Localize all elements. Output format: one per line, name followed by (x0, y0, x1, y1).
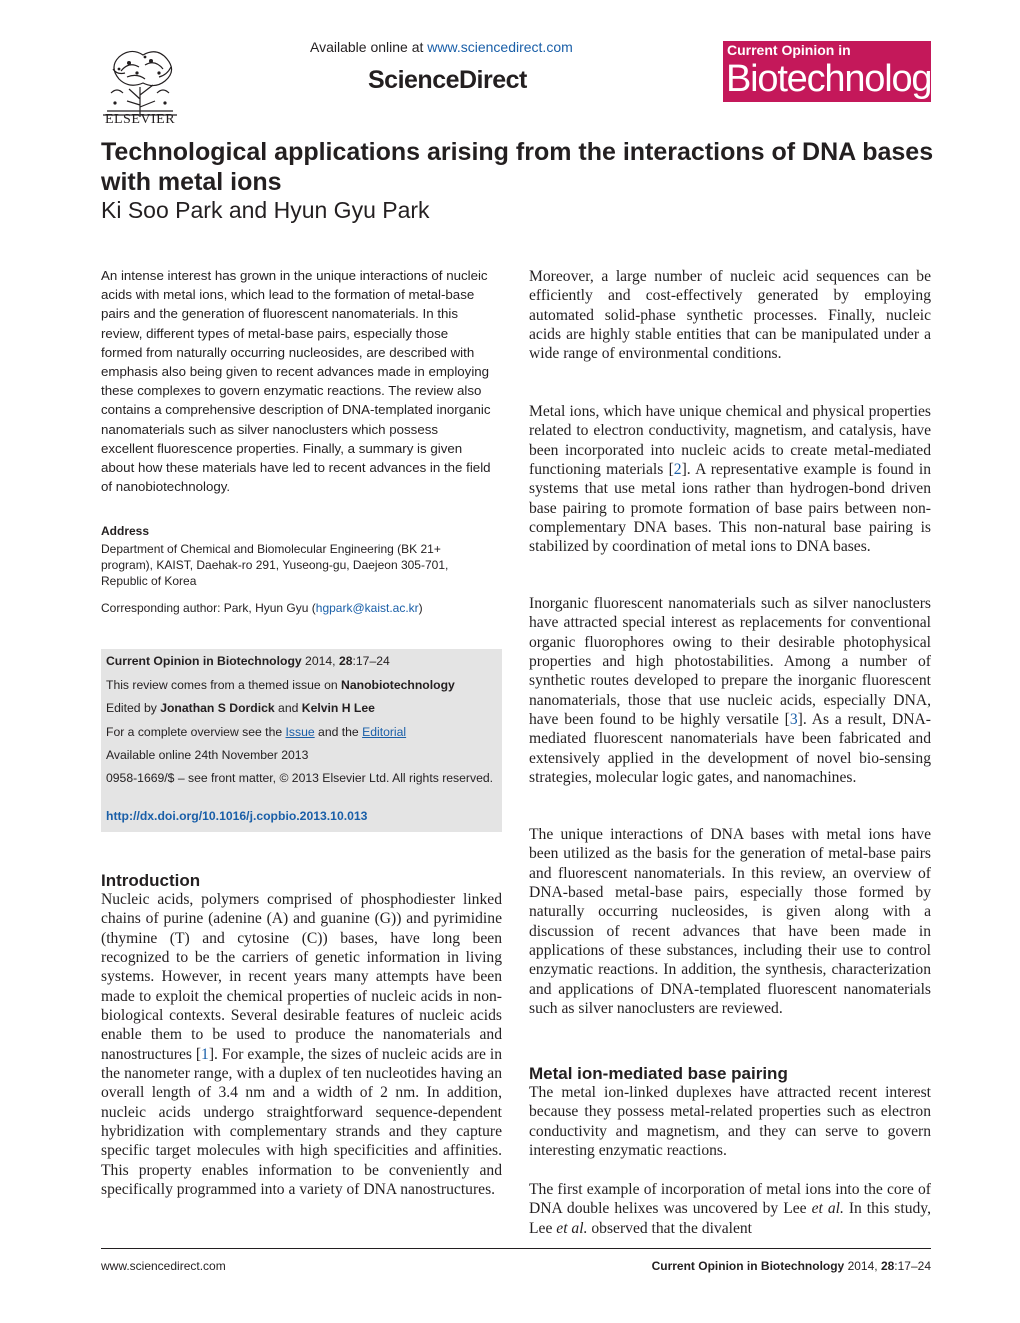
citation-year: 2014, (301, 654, 339, 668)
themed-issue-line (106, 677, 494, 694)
journal-banner-big: Biotechnology (726, 58, 950, 100)
introduction-paragraph (101, 890, 502, 1200)
right-paragraph-4: The unique interactions of DNA bases with metal ions have been utilized as the basis for the generation of metal-base pairs and fluorescent nanomaterials. In this review, an overview of DNA-based metal-base pairs, especially those formed by naturally occurring nucleosides, is given along with a discussion of recent advances that have been made in applications of these substances, including their use to control enzymatic reactions. In addition, the synthesis, characterization and applications of DNA-templated fluorescent nanomaterials such as silver nanoclusters are reviewed. (529, 826, 931, 1018)
available-online-prefix: Available online at (310, 39, 424, 55)
reference-link-1[interactable]: 1 (201, 1045, 209, 1063)
footer-divider (101, 1248, 931, 1249)
corresponding-prefix: Corresponding author: Park, Hyun Gyu ( (101, 601, 316, 615)
p3-text-1: Inorganic fluorescent nanomaterials such as silver nanoclusters have attracted special interest as replacements for conventional organic fluorophores owing to their desirable photophysical properties and high photostabilities. Among a number of synthetic routes developed to prepare the inorganic fluorescent nanomaterials, those that use nucleic acids, especially DNA, have been found to be highly versatile [ (529, 595, 931, 729)
footer-pages: :17–24 (894, 1259, 931, 1273)
right-paragraph-6 (529, 1180, 931, 1238)
edited-and: and (274, 701, 302, 715)
corresponding-suffix: ) (418, 601, 423, 615)
citation-pages: :17–24 (352, 654, 390, 668)
et-al-2: et al. (556, 1219, 588, 1237)
article-title: Technological applications arising from the interactions of DNA bases with metal ions (101, 138, 934, 196)
p6-text-1: The first example of incorporation of metal ions into the core of DNA double helixes was uncovered by Lee (529, 1181, 931, 1218)
journal-banner-small: Current Opinion in (727, 42, 851, 58)
overview-and: and the (314, 725, 363, 739)
et-al-1: et al. (811, 1200, 844, 1218)
footer-url-link[interactable]: www.sciencedirect.com (101, 1259, 226, 1273)
editor-1: Jonathan S Dordick (160, 701, 275, 715)
available-online-line (310, 39, 573, 55)
abstract-text: An intense interest has grown in the unique interactions of nucleic acids with metal ions, which lead to the formation of metal-base pairs and the generation of fluorescent nanomaterials. In this review, different types of metal-base pairs, especially those formed from naturally occurring nucleosides, are described with emphasis also being given to recent advances made in employing these complexes to govern enzymatic reactions. The review also contains a comprehensive description of DNA-templated inorganic nanomaterials such as silver nanoclusters which possess excellent fluorescence properties. Finally, a summary is given about how these materials have led to recent advances in the field of nanobiotechnology. (101, 268, 491, 495)
corresponding-email-link[interactable]: hgpark@kaist.ac.kr (315, 601, 419, 615)
reference-link-3[interactable]: 3 (789, 711, 798, 729)
sciencedirect-wordmark: ScienceDirect (368, 66, 527, 94)
right-paragraph-2 (529, 402, 931, 557)
corresponding-author (101, 601, 501, 615)
editors-line (106, 700, 494, 717)
metal-ion-base-pairing-heading: Metal ion-mediated base pairing (529, 1064, 788, 1083)
article-authors: Ki Soo Park and Hyun Gyu Park (101, 197, 430, 223)
edited-prefix: Edited by (106, 701, 161, 715)
overview-prefix: For a complete overview see the (106, 725, 286, 739)
overview-line (106, 724, 494, 741)
reference-link-2[interactable]: 2 (673, 461, 682, 479)
doi-link[interactable]: http://dx.doi.org/10.1016/j.copbio.2013.10.013 (106, 809, 368, 823)
editorial-link[interactable]: Editorial (362, 725, 407, 739)
p6-text-2: In this study, Lee (529, 1200, 931, 1237)
footer-journal: Current Opinion in Biotechnology (651, 1259, 845, 1273)
p2-text-1: Metal ions, which have unique chemical and physical properties related to electron conductivity, magnetism, and catalysis, have been incorporated into nucleic acids to create metal-mediated functioning materials [ (529, 403, 931, 479)
footer-citation (652, 1259, 931, 1273)
p3-text-2: ]. As a result, DNA-mediated fluorescent nanomaterials have been fabricated and extensively applied in the development of novel bio-sensing strategies, molecular logic gates, and nanomachines. (529, 711, 931, 787)
publisher-logo-wordmark: ELSEVIER (104, 112, 176, 127)
themed-prefix: This review comes from a themed issue on (106, 678, 342, 692)
right-paragraph-1: Moreover, a large number of nucleic acid sequences can be efficiently and cost-effectively generated by employing automated solid-phase synthetic processes. Finally, nucleic acids are highly stable entities that can be manipulated under a wide range of environmental conditions. (529, 268, 931, 363)
themed-topic: Nanobiotechnology (341, 678, 455, 692)
citation-line (106, 653, 494, 670)
intro-text-2: ]. For example, the sizes of nucleic acids are in the nanometer range, with a duplex of ten nucleotides having an overall length of 3.4 nm and a width of 2 nm. In addition, nucleic acids undergo straightforward sequence-dependent hybridization with complementary strands and they capture specific target molecules with high specificities and affinities. This property enables information to be conveniently and specifically programmed into a variety of DNA nanostructures. (101, 1045, 502, 1199)
p2-text-2: ]. A representative example is found in systems that use metal ions rather than hydrogen-bond driven base pairing to promote formation of base pairs between non-complementary DNA bases. This non-natural base pairing is stabilized by coordination of metal ions to DNA bases. (529, 461, 931, 556)
right-paragraph-5: The metal ion-linked duplexes have attracted recent interest because they possess metal-related properties such as electron conductivity and magnetism, and they can serve to govern interesting enzymatic reactions. (529, 1084, 931, 1160)
citation-journal: Current Opinion in Biotechnology (106, 654, 302, 668)
journal-banner (723, 41, 950, 102)
editor-2: Kelvin H Lee (301, 701, 375, 715)
copyright-notice: 0958-1669/$ – see front matter, © 2013 Elsevier Ltd. All rights reserved. (106, 771, 494, 785)
footer-year: 2014, (844, 1259, 881, 1273)
footer-volume: 28 (880, 1259, 895, 1273)
intro-text-1: Nucleic acids, polymers comprised of phosphodiester linked chains of purine (adenine (A) and guanine (G)) and pyrimidine (thymine (T) and cytosine (C)) bases, have long been recognized to be the carriers of genetic information in living systems. However, in recent years many attempts have been made to exploit the chemical properties of nucleic acids in non-biological contexts. Several desirable features of nucleic acids enable them to be used to produce the nanomaterials and nanostructures [ (101, 891, 502, 1063)
p6-text-3: observed that the divalent (587, 1219, 753, 1237)
introduction-heading: Introduction (101, 871, 201, 890)
available-online-date: Available online 24th November 2013 (106, 748, 309, 762)
address-text: Department of Chemical and Biomolecular Engineering (BK 21+ program), KAIST, Daehak-ro 291, Yuseong-gu, Daejeon 305-701, Republic of Korea (101, 542, 449, 588)
sciencedirect-url-link[interactable]: www.sciencedirect.com (427, 39, 573, 55)
address-label: Address (101, 524, 150, 538)
right-paragraph-3 (529, 594, 931, 787)
article-info-box (101, 649, 502, 832)
issue-link[interactable]: Issue (285, 725, 315, 739)
citation-volume: 28 (338, 654, 353, 668)
